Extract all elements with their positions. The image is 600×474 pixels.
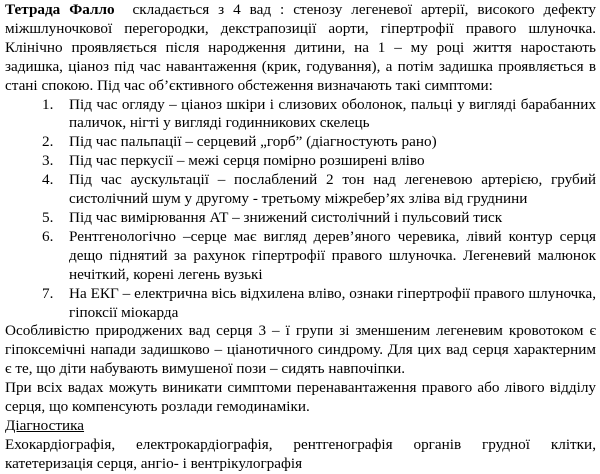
list-item [5,171,596,209]
paragraph-hypoxemic-attacks: Особливістю природжених вад серця 3 – ї групи зі зменшеним легеневим кровотоком є гіпоксемічні напади задишково – ціанотичного синдрому. Для цих вад серця характерним є те, що діти набувають вимушеної пози – сидять навпочіпки. [5,322,596,378]
list-item [5,228,596,285]
list-item-number: 4. [42,171,54,189]
list-item-text: Під час пальпації – серцевий „горб” (діагностують рано) [69,133,437,151]
list-item-number: 3. [42,152,54,170]
list-item-text: Під час перкусії – межі серця помірно розширені вліво [69,152,425,170]
list-item [5,285,596,323]
list-item [5,152,596,171]
list-item-text: Під час аускультації – послаблений 2 тон над легеневою артерією, грубий систолічний шум у другому - третьому міжребер’ях зліва від груднини [69,171,596,208]
intro-text: складається з 4 вад : стенозу легеневої артерії, високого дефекту міжшлуночкової перегородки, декстрапозиції аорти, гіпертрофії правого шлуночка. Клінічно проявляється після народження дитини, на 1 – му році життя наростають задишка, ціаноз під час навантаження (крик, годування), а потім задишка проявляється в стані спокою. Під час об’єктивного обстеження визначають такі симптоми: [5,1,596,94]
paragraph-overload-symptoms: При всіх вадах можуть виникати симптоми перенавантаження правого або лівого відділу серця, що компенсують розлади гемодинаміки. [5,379,596,416]
list-item-number: 5. [42,208,54,226]
list-item [5,96,596,134]
symptom-list [5,96,596,323]
list-item-text: Рентгенологічно –серце має вигляд дерев’яного черевика, лівий контур серця дещо піднятий за рахунок гіпертрофії правого шлуночка. Легеневий малюнок нечіткий, корені легень вузькі [69,227,596,283]
list-item-text: На ЕКГ – електрична вісь відхилена вліво, ознаки гіпертрофії правого шлуночка, гіпоксії міокарда [69,284,596,321]
list-item-text: Під час огляду – ціаноз шкіри і слизових оболонок, пальці у вигляді барабанних паличок, нігті у вигляді годинникових скелець [69,95,596,132]
list-item-number: 1. [42,95,54,113]
list-item-number: 6. [42,227,54,245]
list-item-number: 7. [42,284,54,302]
list-item-number: 2. [42,133,54,151]
intro-paragraph [5,1,596,96]
disease-title: Тетрада Фалло [5,1,115,18]
diagnostics-heading: Діагностика [5,416,85,434]
diagnostics-text: Ехокардіографія, електрокардіографія, рентгенографія органів грудної клітки, катетеризація серця, ангіо- і вентрікулографія [5,435,596,472]
list-item [5,133,596,152]
list-item-text: Під час вимірювання АТ – знижений систолічний і пульсовий тиск [69,208,503,226]
list-item [5,209,596,228]
